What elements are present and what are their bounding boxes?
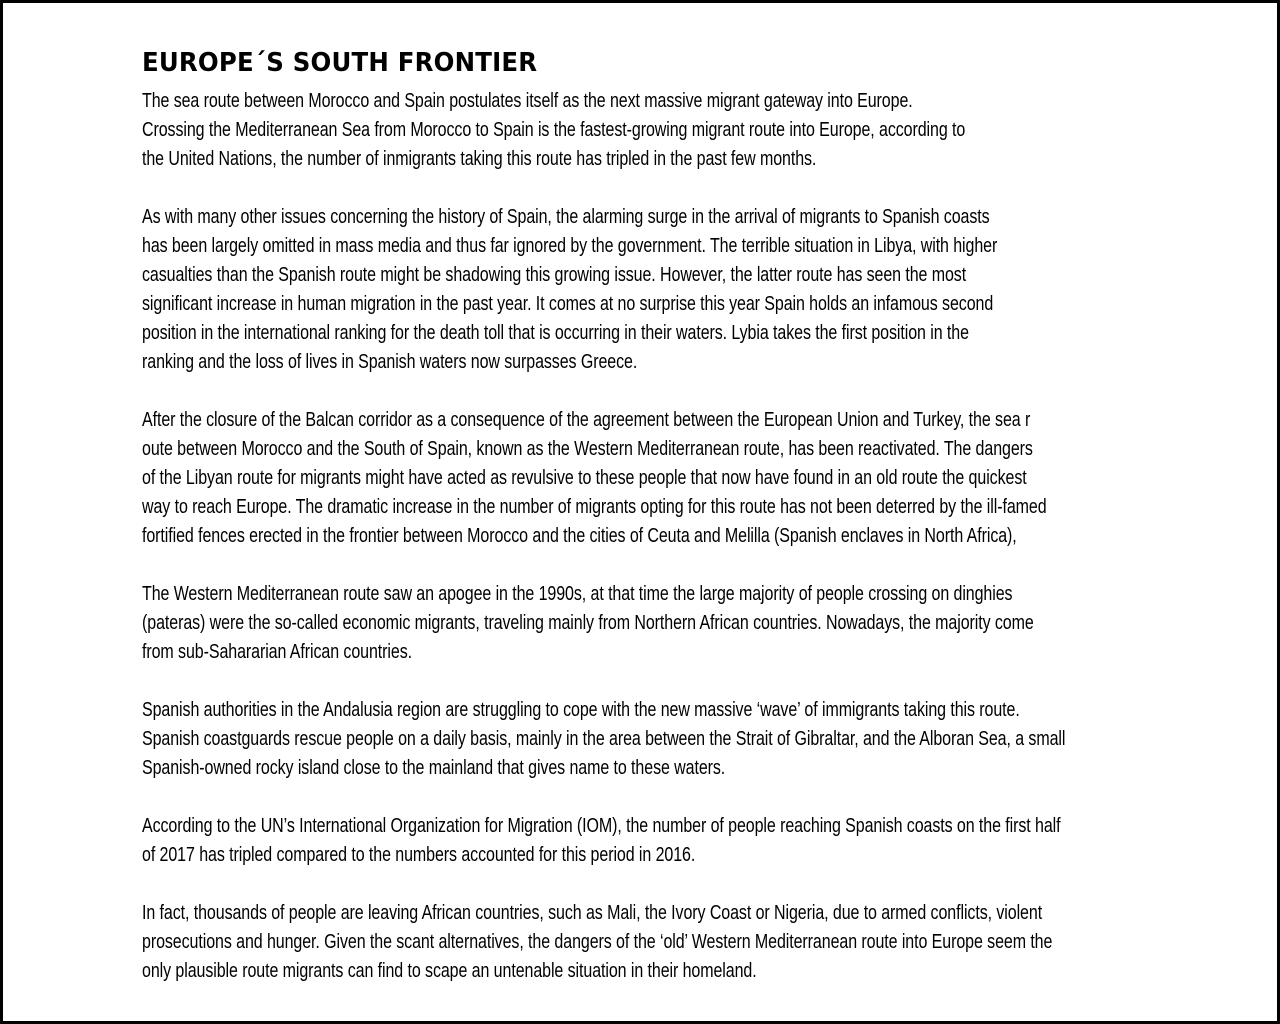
- paragraph-5: [142, 696, 1202, 783]
- paragraph-3: [142, 406, 1202, 551]
- text-line: According to the UN’s International Organization for Migration (IOM), the number of people reaching Spanish coasts on the first half: [142, 815, 1061, 837]
- text-line: of the Libyan route for migrants might have acted as revulsive to these people that now have found in an old route the quickest: [142, 467, 1027, 489]
- text-line: Crossing the Mediterranean Sea from Morocco to Spain is the fastest-growing migrant route into Europe, according to: [142, 119, 966, 141]
- text-line: fortified fences erected in the frontier between Morocco and the cities of Ceuta and Melilla (Spanish enclaves in North Africa),: [142, 525, 1017, 547]
- text-line: After the closure of the Balcan corridor as a consequence of the agreement between the European Union and Turkey, the sea r: [142, 409, 1031, 431]
- paragraph-7: [142, 899, 1202, 986]
- text-line: (pateras) were the so-called economic migrants, traveling mainly from Northern African countries. Nowadays, the majority come: [142, 612, 1034, 634]
- text-line: As with many other issues concerning the history of Spain, the alarming surge in the arrival of migrants to Spanish coasts: [142, 206, 990, 228]
- text-line: The sea route between Morocco and Spain postulates itself as the next massive migrant gateway into Europe.: [142, 90, 913, 112]
- text-line: of 2017 has tripled compared to the numbers accounted for this period in 2016.: [142, 844, 696, 866]
- text-line: Spanish coastguards rescue people on a daily basis, mainly in the area between the Strait of Gibraltar, and the Alboran Sea, a small: [142, 728, 1066, 750]
- text-line: way to reach Europe. The dramatic increase in the number of migrants opting for this route has not been deterred by the ill-famed: [142, 496, 1047, 518]
- text-line: has been largely omitted in mass media and thus far ignored by the government. The terrible situation in Libya, with higher: [142, 235, 998, 257]
- article-title: EUROPE´S SOUTH FRONTIER: [142, 48, 538, 78]
- paragraph-6: [142, 812, 1202, 870]
- paragraph-4: [142, 580, 1202, 667]
- text-line: Spanish-owned rocky island close to the mainland that gives name to these waters.: [142, 757, 726, 779]
- paragraph-2: [142, 203, 1202, 377]
- text-line: only plausible route migrants can find to scape an untenable situation in their homeland.: [142, 960, 757, 982]
- text-line: oute between Morocco and the South of Spain, known as the Western Mediterranean route, has been reactivated. The dangers: [142, 438, 1033, 460]
- text-line: ranking and the loss of lives in Spanish waters now surpasses Greece.: [142, 351, 638, 373]
- text-line: from sub-Sahararian African countries.: [142, 641, 412, 663]
- text-line: significant increase in human migration in the past year. It comes at no surprise this year Spain holds an infamous second: [142, 293, 994, 315]
- text-line: position in the international ranking for the death toll that is occurring in their waters. Lybia takes the first position in the: [142, 322, 969, 344]
- paragraph-1: [142, 87, 1202, 174]
- text-line: Spanish authorities in the Andalusia region are struggling to cope with the new massive ‘wave’ of immigrants taking this route.: [142, 699, 1020, 721]
- text-line: The Western Mediterranean route saw an apogee in the 1990s, at that time the large majority of people crossing on dinghies: [142, 583, 1013, 605]
- text-line: the United Nations, the number of inmigrants taking this route has tripled in the past few months.: [142, 148, 817, 170]
- article: [142, 45, 1202, 1015]
- text-line: casualties than the Spanish route might be shadowing this growing issue. However, the latter route has seen the most: [142, 264, 967, 286]
- text-line: In fact, thousands of people are leaving African countries, such as Mali, the Ivory Coast or Nigeria, due to armed conflicts, violent: [142, 902, 1043, 924]
- text-line: prosecutions and hunger. Given the scant alternatives, the dangers of the ‘old’ Western Mediterranean route into Europe seem the: [142, 931, 1053, 953]
